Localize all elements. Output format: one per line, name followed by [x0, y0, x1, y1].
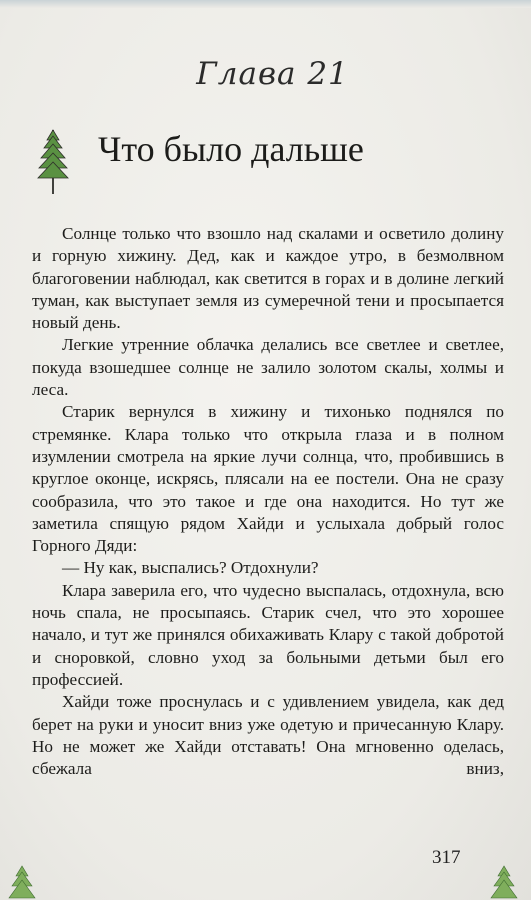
dialogue-line: — Ну как, выспались? Отдохнули? — [62, 558, 319, 578]
paragraph: Клара заверила его, что чудесно выспалась, отдохнула, всю ночь спала, не просыпаясь. Старик счел, что это хорошее начало, и тут же принялся обихаживать Клару с такой добротой и сноровкой, словно уход за больными детьми был его профессией. — [32, 580, 504, 689]
paragraph: Старик вернулся в хижину и тихонько поднялся по стремянке. Клара только что открыла глаза и в полном изумлении смотрела на яркие лучи солнца, что, пробившись в круглое оконце, искрясь, плясали на ее постели. Она не сразу сообразила, что это такое и где она находится. Но тут же заметила спящую рядом Хайди и услыхала добрый голос Горного Дяди: — [32, 402, 504, 556]
page-top-edge — [0, 0, 531, 8]
page-number: 317 — [432, 847, 461, 868]
paragraph: Легкие утренние облачка делались все светлее и светлее, покуда взошедшее солнце не залило золотом скалы, холмы и леса. — [32, 335, 504, 400]
paragraph: Хайди тоже проснулась и с удивлением увидела, как дед берет на руки и уносит вниз уже одетую и причесанную Клару. Но не может же Хайди отставать! Она мгновенно оделась, сбежала вниз, — [32, 692, 504, 779]
fir-tree-icon — [36, 126, 70, 196]
chapter-title: Что было дальше — [98, 129, 364, 169]
chapter-label: Глава 21 — [196, 56, 349, 92]
fir-tree-icon — [488, 864, 520, 900]
fir-tree-icon — [6, 864, 38, 900]
paragraph: Солнце только что взошло над скалами и осветило долину и горную хижину. Дед, как и каждое утро, в безмолвном благоговении наблюдал, как светится в горах и в долине легкий туман, как выступает земля из сумеречной тени и просыпается новый день. — [32, 224, 504, 333]
body-text — [32, 223, 504, 780]
